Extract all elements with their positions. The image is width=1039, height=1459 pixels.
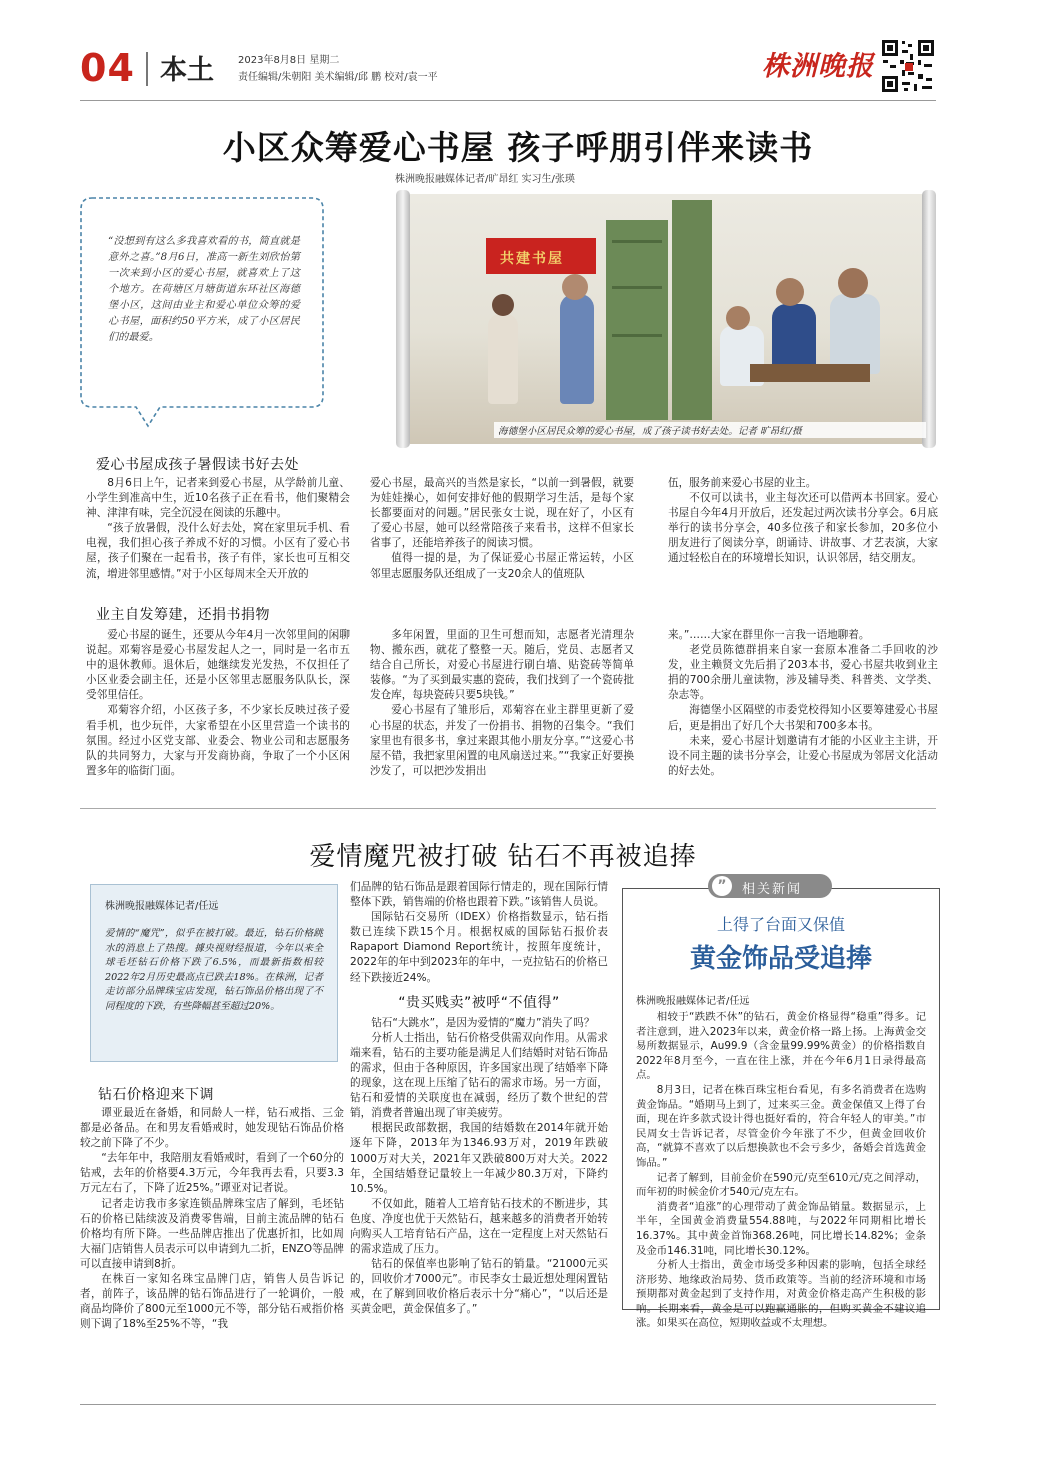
article2-column-2 (350, 880, 608, 1318)
article2-column-1 (80, 1106, 344, 1332)
photo-caption: 海德堡小区居民众筹的爱心书屋，成了孩子读书好去处。记者 旷昂红/摄 (494, 422, 926, 438)
paragraph: 不仅可以读书，业主每次还可以借两本书回家。爱心书屋自今年4月开放后，还发起过两次读书分享会。6月底举行的读书分享会，40多位孩子和家长参加，20多位小朋友进行了阅读分享，朗诵诗、讲故事、才艺表演，大家通过轻松自在的环境增长知识，认识邻居，结交朋友。 (668, 492, 938, 565)
masthead-divider (146, 52, 148, 86)
article1-headline: 小区众筹爱心书屋 孩子呼朋引伴来读书 (222, 128, 814, 167)
related-news-tag: ” 相关新闻 (708, 874, 832, 898)
article1-column-2 (370, 476, 634, 582)
paragraph: 爱心书屋的诞生，还要从今年4月一次邻里间的闲聊说起。邓菊容是爱心书屋发起人之一，同时是一名市五中的退休教师。退休后，她继续发光发热，不仅担任了小区业委会副主任，还是小区邻里志愿服务队队长，深受邻里信任。 (86, 629, 350, 702)
issue-date: 2023年8月8日 星期二 (238, 55, 340, 66)
article-separator (80, 808, 936, 809)
paragraph: 8月3日，记者在株百珠宝柜台看见，有多名消费者在选购黄金饰品。“婚期马上到了，过来买三金。黄金保值又上得了台面，现在许多款式设计得也挺好看的，符合年轻人的审美。”市民周女士告诉记者，尽管金价今年涨了不少，但黄金回收价高，“就算不喜欢了以后想换款也不会亏多少，备婚会首选黄金饰品。” (636, 1083, 926, 1169)
article1-column-3 (668, 476, 938, 567)
article2-byline: 株洲晚报融媒体记者/任远 (105, 901, 219, 912)
paragraph: 值得一提的是，为了保证爱心书屋正常运转，小区邻里志愿服务队还组成了一支20余人的值班队 (370, 552, 634, 580)
page-number: 04 (80, 46, 135, 90)
section-heading: 业主自发筹建，还捐书捐物 (96, 607, 270, 623)
paragraph: 不仅如此，随着人工培育钻石技术的不断进步，其色度、净度也优于天然钻石，越来越多的消费者开始转向购买人工培育钻石产品，这在一定程度上对天然钻石的需求造成了压力。 (350, 1197, 608, 1256)
sidebar-byline: 株洲晚报融媒体记者/任远 (636, 996, 750, 1007)
section-heading: 钻石价格迎来下调 (98, 1087, 214, 1103)
green-bookshelf (606, 220, 668, 420)
paragraph: “去年年中，我陪朋友看婚戒时，看到了一个60分的钻戒，去年的价格要4.3万元，今年我再去看，只要3.3万元左右了，下降了近25%。”谭亚对记者说。 (80, 1152, 344, 1195)
paragraph: 钻石的保值率也影响了钻石的销量。“21000元买的，回收价才7000元”。市民李女士最近想处理闲置钻戒，在了解到回收价格后表示十分“痛心”，“以后还是买黄金吧，黄金保值多了。” (350, 1258, 608, 1316)
community-library-photo: 共建书屋 (410, 194, 922, 444)
sidebar-body (636, 1010, 926, 1331)
qr-code-icon (880, 38, 936, 94)
paragraph: 在株百一家知名珠宝品牌门店，销售人员告诉记者，前阵子，该品牌的钻石饰品进行了一轮调价，一般商品均降价了800元至1000元不等，部分钻石戒指价格则下调了18%至25%不等，“我 (80, 1273, 344, 1331)
article1-intro: “没想到有这么多我喜欢看的书，简直就是意外之喜。”8月6日，准高一新生刘欣怡第一次来到小区的爱心书屋，就喜欢上了这个地方。在荷塘区月塘街道东环社区海德堡小区，这间由业主和爱心单位众筹的爱心书屋，面积约50平方米，成了小区居民们的最爱。 (108, 236, 300, 343)
paragraph: 来。”……大家在群里你一言我一语地聊着。 (668, 629, 870, 641)
footer-rule (80, 1404, 936, 1405)
paragraph: 根据民政部数据，我国的结婚数在2014年就开始逐年下降，2013年为1346.93万对，2019年跌破1000万对大关，2021年又跌破800万对大关。2022年，全国结婚登记量较上一年减少80.3万对，下降约10.5%。 (350, 1122, 608, 1195)
section-heading: 爱心书屋成孩子暑假读书好去处 (96, 457, 299, 473)
paragraph: 分析人士指出，钻石价格受供需双向作用。从需求端来看，钻石的主要功能是满足人们结婚时对钻石饰品的需求，但由于各种原因，许多国家出现了结婚率下降的现象，这在现上压缩了钻石的需求市场。另一方面，钻石和爱情的关联度也在减弱，经历了数个世纪的营销，消费者普遍出现了审美疲劳。 (350, 1031, 608, 1120)
paragraph: 多年闲置，里面的卫生可想而知，志愿者光清理杂物、搬东西，就花了整整一天。随后，党员、志愿者又结合自己所长，对爱心书屋进行刷白墙、贴瓷砖等简单装修。“为了买到最实惠的瓷砖，我们找到了一个瓷砖批发仓库，每块瓷砖只要5块钱。” (370, 629, 634, 702)
sidebar-subhead: 上得了台面又保值 (716, 915, 845, 934)
masthead-rule (80, 100, 936, 101)
article1-column-2b (370, 628, 634, 779)
paragraph: 记者走访我市多家连锁品牌珠宝店了解到，毛坯钻石的价格已陆续波及消费零售端，目前主流品牌的钻石价格均有所下降。一些品牌店推出了优惠折扣，比如周大福门店销售人员表示可以申请到九二折，ENZO等品牌可以直接申请到8折。 (80, 1197, 344, 1270)
paragraph: 老党员陈德群捐来自家一套原本准备二手回收的沙发，业主赖贤文先后捐了203本书，爱心书屋共收到业主捐的700余册儿童读物，涉及辅导类、科普类、文学类、杂志等。 (668, 644, 938, 702)
paragraph: 海德堡小区隔壁的市委党校得知小区要筹建爱心书屋后，更是捐出了好几个大书架和700多本书。 (668, 704, 938, 732)
article1-column-1 (86, 476, 350, 582)
paragraph: 谭亚最近在备婚，和同龄人一样，钻石戒指、三金都是必备品。在和男友看婚戒时，她发现钻石饰品价格较之前下降了不少。 (80, 1107, 344, 1150)
paragraph: 爱心书屋有了雏形后，邓菊容在业主群里更新了爱心书屋的状态，并发了一份捐书、捐物的召集令。“我们家里也有很多书，拿过来跟其他小朋友分享。”“这爱心书屋不错，我把家里闲置的电风扇送过来。”“我家正好要换沙发了，可以把沙发捐出 (370, 704, 634, 777)
article1-byline: 株洲晚报融媒体记者/旷昂红 实习生/张瑛 (395, 174, 575, 185)
paragraph: 伍，服务前来爱心书屋的业主。 (668, 477, 817, 489)
paragraph: 爱心书屋，最高兴的当然是家长，“以前一到暑假，就要为娃娃操心，如何安排好他的假期学习生活，是每个家长都要面对的问题。”居民张女士说，现在好了，小区有了爱心书屋，她可以经常陪孩子来看书，这样不但家长省事了，还能培养孩子的阅读习惯。 (370, 477, 634, 550)
paragraph: 们品牌的钻石饰品是跟着国际行情走的，现在国际行情整体下跌，销售端的价格也跟着下跌。”该销售人员说。 (350, 881, 608, 909)
paragraph: “孩子放暑假，没什么好去处，窝在家里玩手机、看电视，我们担心孩子养成不好的习惯。小区有了爱心书屋，孩子们聚在一起看书，孩子有伴，家长也可互相交流，增进邻里感情。”对于小区每周末全天开放的 (86, 522, 350, 580)
section-heading: “贵买贱卖”被呼“不值得” (398, 994, 560, 1011)
sidebar-headline: 黄金饰品受追捧 (689, 944, 872, 974)
paragraph: 钻石“大跳水”，是因为爱情的“魔力”消失了吗？ (371, 1016, 595, 1029)
editor-credits: 责任编辑/朱朝阳 美术编辑/邱 鹏 校对/袁一平 (238, 72, 438, 83)
reading-children (560, 294, 594, 404)
newspaper-logo: 株洲晚报 (762, 51, 874, 82)
paragraph: 记者了解到，目前金价在590元/克至610元/克之间浮动，而年初的时候金价才540元/克左右。 (636, 1171, 926, 1199)
quote-icon: ” (712, 876, 732, 896)
paragraph: 消费者“追涨”的心理带动了黄金饰品销量。数据显示，上半年，全国黄金消费量554.88吨，与2022年同期相比增长16.37%。其中黄金首饰368.26吨，同比增长14.82%；金条及金币146.31吨，同比增长30.12%。 (636, 1200, 926, 1257)
paragraph: 未来，爱心书屋计划邀请有才能的小区业主主讲，开设不同主题的读书分享会，让爱心书屋成为邻居文化活动的好去处。 (668, 734, 938, 777)
article1-column-3b (668, 628, 938, 779)
section-name: 本土 (160, 55, 214, 86)
article2-intro: 爱情的“魔咒”，似乎在被打破。最近，钻石价格跳水的消息上了热搜。據央视财经报道，今年以来全球毛坯钻石价格下跌了6.5%，而最新指数相较2022年2月历史最高点已跌去18%。在株洲，记者走访部分品牌珠宝店发现，钻石饰品价格出现了不同程度的下跌，有些降幅甚至超过20%。 (105, 928, 323, 1012)
article1-column-1b (86, 628, 350, 779)
paragraph: 邓菊容介绍，小区孩子多，不少家长反映过孩子爱看手机，也少玩伴，大家希望在小区里营造一个读书的氛围。经过小区党支部、业委会、物业公司和志愿服务队的共同努力，大家与开发商协商，争取了一个小区闲置多年的临街门面。 (86, 704, 350, 777)
paragraph: 分析人士指出，黄金市场受多种因素的影响，包括全球经济形势、地缘政治局势、货币政策等。当前的经济环境和市场预期都对黄金起到了支持作用，对黄金价格走高产生积极的影响。长期来看，黄金是可以跑赢通胀的，但购买黄金不建议追涨。如果买在高位，短期收益或不太理想。 (636, 1259, 926, 1330)
paragraph: 相较于“跌跌不休”的钻石，黄金价格显得“稳重”得多。记者注意到，进入2023年以来，黄金价格一路上扬。上海黄金交易所数据显示，Au99.9（含金量99.99%黄金）的价格指数自2022年8月至今，一直在往上涨，并在今年6月1日录得最高点。 (636, 1011, 926, 1082)
paragraph: 国际钻石交易所（IDEX）价格指数显示，钻石指数已连续下跌15个月。根据权威的国际钻石报价表Rapaport Diamond Report统计，按照年度统计，2022年的年中到2023年的年中，一克拉钻石的价格已经下跌接近24%。 (350, 911, 608, 984)
article2-headline: 爱情魔咒被打破 钻石不再被追捧 (309, 842, 697, 872)
paragraph: 8月6日上午，记者来到爱心书屋，从学龄前儿童、小学生到准高中生，近10名孩子正在看书，他们聚精会神、津津有味，完全沉浸在阅读的乐趣中。 (86, 477, 350, 520)
article2-intro-box (90, 884, 338, 1062)
